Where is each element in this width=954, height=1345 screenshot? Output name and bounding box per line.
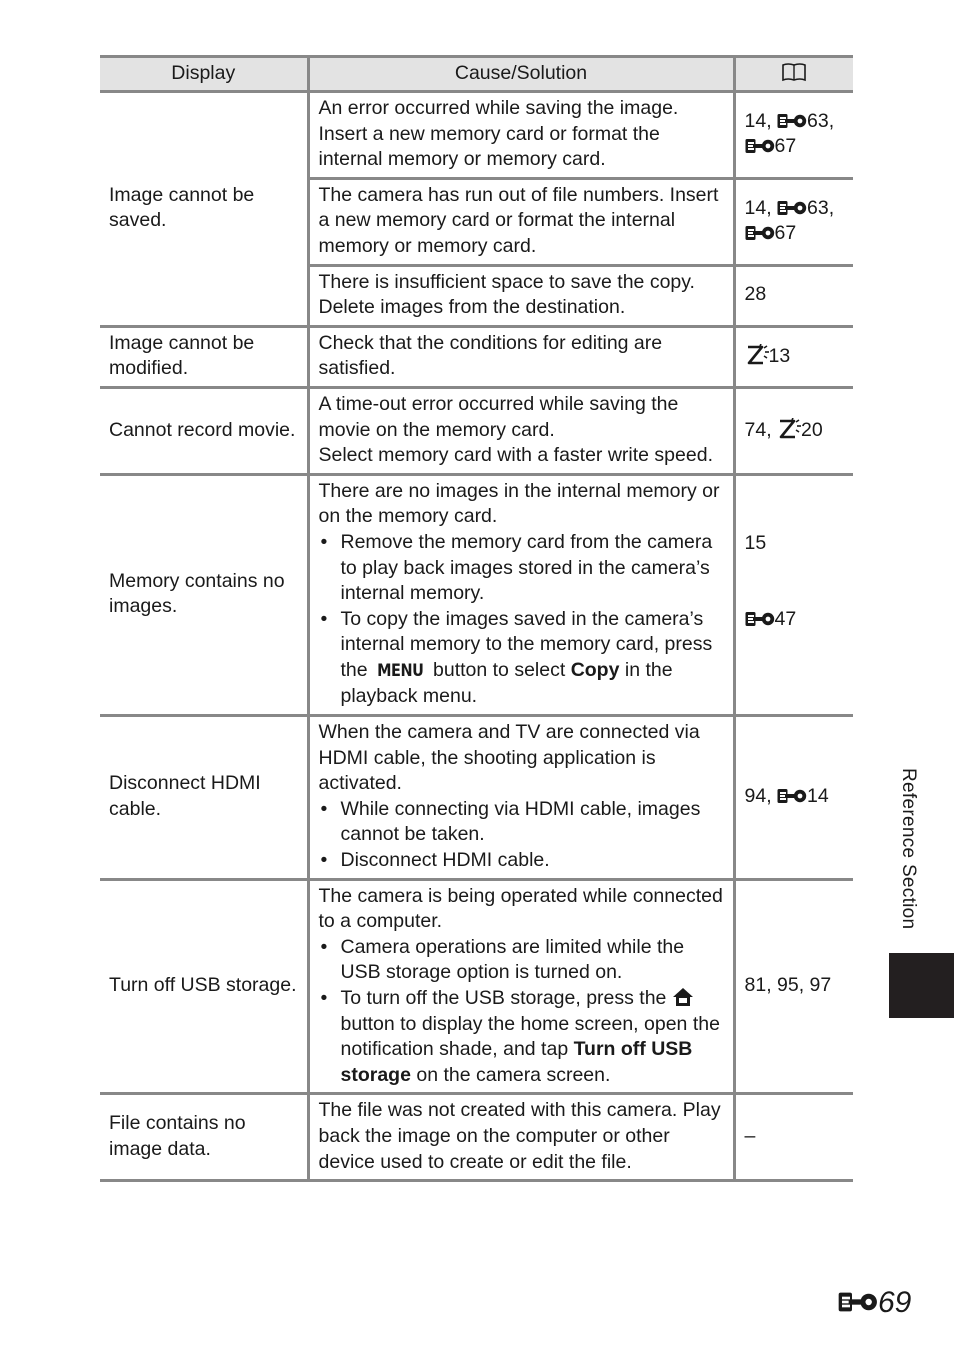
display-cell: Cannot record movie. [100,387,308,474]
section-tab-marker [889,953,954,1018]
display-cell: Disconnect HDMI cable. [100,716,308,880]
e-reference-icon [745,138,775,154]
page-number: 69 [838,1286,911,1320]
solution-cell: When the camera and TV are connected via HDMI cable, the shooting application is activated. • While connecting via HDMI cable, images cannot be taken. • Disconnect HDMI cable. [308,716,734,880]
display-cell: Image cannot be saved. [100,92,308,327]
reference-cell: 13 [734,326,853,387]
table-row [100,474,853,715]
reference-cell: 74, 20 [734,387,853,474]
header-reference [734,57,853,92]
display-cell: Turn off USB storage. [100,879,308,1094]
menu-button-glyph: MENU [377,660,424,681]
reference-cell: 81, 95, 97 [734,879,853,1094]
error-message-table [100,55,853,1182]
solution-cell: The camera has run out of file numbers. Insert a new memory card or format the internal memory or memory card. [308,178,734,265]
table-row [100,326,853,387]
list-item: • Camera operations are limited while the USB storage option is turned on. [341,935,725,986]
book-icon [781,62,807,82]
solution-cell: The camera is being operated while connected to a computer. • Camera operations are limited while the USB storage option is turned on. • To turn off the USB storage, press the button to display the home screen, open the notification shade, and tap Turn off USB storage on the camera screen. [308,879,734,1094]
e-reference-icon [777,788,807,804]
table-row [100,1094,853,1181]
solution-cell: There are no images in the internal memory or on the memory card. • Remove the memory card from the camera to play back images stored in the camera’s internal memory. • To copy the images saved in the camera’s internal memory to the memory card, press the MENU button to select Copy in the playback menu. [308,474,734,715]
reference-cell: 14, 63, 67 [734,92,853,179]
reference-cell: 94, 14 [734,716,853,880]
list-item: • While connecting via HDMI cable, images cannot be taken. [341,797,725,848]
solution-cell: A time-out error occurred while saving the movie on the memory card. Select memory card with a faster write speed. [308,387,734,474]
side-section-label: Reference Section [898,768,919,930]
reference-cell: – [734,1094,853,1181]
e-reference-icon [745,611,775,627]
display-cell: Image cannot be modified. [100,326,308,387]
display-cell: File contains no image data. [100,1094,308,1181]
header-display: Display [100,57,308,92]
reference-cell: 28 [734,265,853,326]
display-cell: Memory contains no images. [100,474,308,715]
table-row [100,387,853,474]
solution-cell: An error occurred while saving the image. Insert a new memory card or format the internal memory or memory card. [308,92,734,179]
list-item: • To turn off the USB storage, press the button to display the home screen, open the notification shade, and tap Turn off USB storage on the camera screen. [341,986,725,1088]
e-reference-icon [777,113,807,129]
e-reference-icon [745,225,775,241]
header-cause-solution: Cause/Solution [308,57,734,92]
reference-cell: 14, 63, 67 [734,178,853,265]
home-icon [672,987,694,1007]
e-reference-icon [777,200,807,216]
table-header [100,57,853,92]
list-item: • Remove the memory card from the camera to play back images stored in the camera’s internal memory. [341,530,725,607]
solution-cell: The file was not created with this camera. Play back the image on the computer or other device used to create or edit the file. [308,1094,734,1181]
z-icon [745,344,769,366]
e-reference-icon [838,1291,878,1313]
list-item: • To copy the images saved in the camera’s internal memory to the memory card, press the MENU button to select Copy in the playback menu. [341,607,725,710]
solution-cell: There is insufficient space to save the copy. Delete images from the destination. [308,265,734,326]
solution-cell: Check that the conditions for editing are satisfied. [308,326,734,387]
list-item: • Disconnect HDMI cable. [341,848,725,874]
table-row [100,92,853,179]
z-icon [777,418,801,440]
table-row [100,879,853,1094]
table-row [100,716,853,880]
reference-cell: 15 47 [734,474,853,715]
